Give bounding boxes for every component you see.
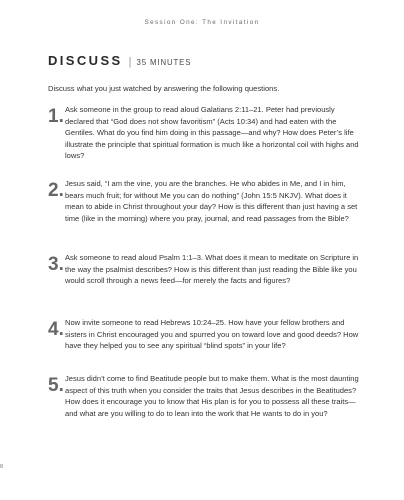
section-title: DISCUSS [48, 53, 123, 68]
question-text: Ask someone to read aloud Psalm 1:1–3. What does it mean to meditate on Scripture in the way the psalmist describes? How is this different than just reading the Bible like you would scroll through a news feed—for merely the facts and figures? [65, 253, 359, 286]
section-heading [48, 53, 191, 68]
section-duration: 35 MINUTES [136, 58, 192, 67]
question-number: 5. [48, 375, 64, 396]
intro-text: Discuss what you just watched by answering the following questions. [48, 84, 280, 93]
question-text: Now invite someone to read Hebrews 10:24–25. How have your fellow brothers and sisters in Christ encouraged you and spurred you on toward love and good deeds? How have they helped you to see any spiritual “blind spots” in your life? [65, 318, 359, 351]
heading-separator: | [128, 56, 132, 68]
question-text: Jesus didn’t come to find Beatitude people but to make them. What is the most daunting aspect of this truth when you consider the traits that Jesus describes in the Beatitudes? How does it encourage you to know that His plan is for you to possess all these traits—and what are you willing to do to lean into the work that He wants to do in you? [65, 374, 359, 418]
question-number: 2. [48, 180, 64, 201]
question-number: 1. [48, 106, 64, 127]
question-text: Ask someone in the group to read aloud Galatians 2:11–21. Peter had previously declared that “God does not show favoritism” (Acts 10:34) and had eaten with the Gentiles. What do you find him doing in this passage—and why? How does Peter’s life illustrate the principle that spiritual formation is much like a horizontal coil with highs and lows? [65, 105, 359, 161]
page-number: 8 [0, 464, 4, 470]
question-number: 3. [48, 254, 64, 275]
running-head: Session One: The Invitation [144, 19, 260, 26]
question-text: Jesus said, “I am the vine, you are the branches. He who abides in Me, and I in him, bears much fruit; for without Me you can do nothing” (John 15:5 NKJV). What does it mean to abide in Christ throughout your day? How is this different than just having a set time (like in the morning) where you pray, journal, and read passages from the Bible? [65, 179, 358, 223]
question-number: 4. [48, 319, 64, 340]
